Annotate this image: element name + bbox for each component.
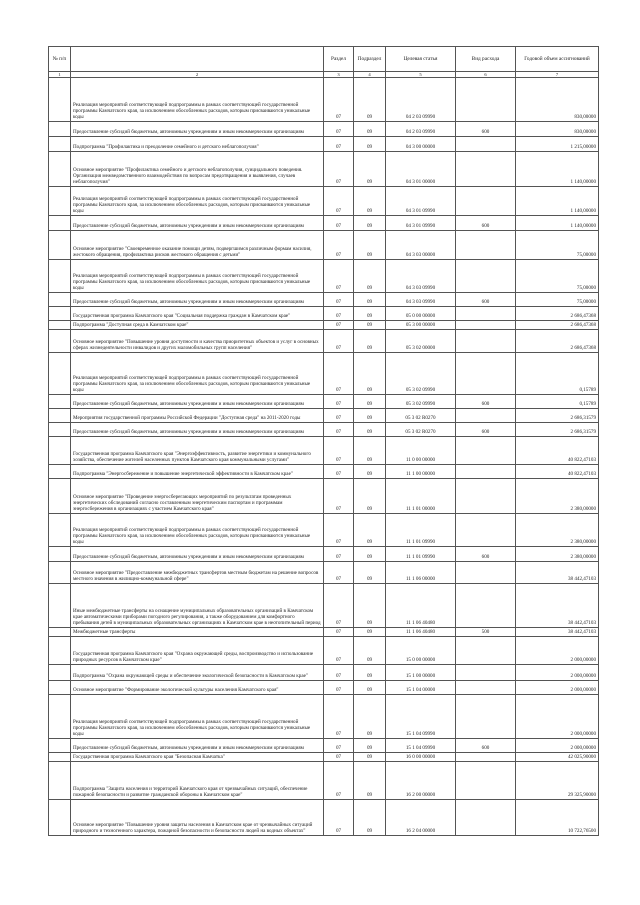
- podrazdel-cell: 09: [354, 409, 386, 423]
- expense-type-cell: [456, 78, 516, 122]
- podrazdel-cell: 09: [354, 514, 386, 547]
- table-row: [49, 762, 599, 800]
- index-cell: 7: [516, 72, 599, 78]
- amount-cell: 830,00000: [516, 122, 599, 137]
- item-name-cell: Подпрограмма "Охрана окружающей среды и обеспечение экологической безопасности в Камчатском крае": [71, 665, 324, 681]
- target-article-cell: 04 3 00 00000: [386, 137, 456, 152]
- row-number-cell: [49, 216, 71, 231]
- row-number-cell: [49, 260, 71, 293]
- table-row: [49, 437, 599, 465]
- index-cell: 6: [456, 72, 516, 78]
- target-article-cell: 11 1 06 00000: [386, 562, 456, 584]
- razdel-cell: 07: [324, 681, 354, 695]
- item-name-cell: Предоставление субсидий бюджетным, автономным учреждениям и иным некоммерческим организациям: [71, 216, 324, 231]
- header-razdel: Раздел: [324, 47, 354, 72]
- target-article-cell: 15 1 04 09990: [386, 739, 456, 753]
- table-row: [49, 739, 599, 753]
- amount-cell: 38 442,47103: [516, 562, 599, 584]
- table-row: [49, 395, 599, 409]
- target-article-cell: 15 1 00 00000: [386, 665, 456, 681]
- target-article-cell: 04 3 03 09990: [386, 260, 456, 293]
- item-name-cell: Основное мероприятие "Повышение уровня защиты населения в Камчатском крае от чрезвычайных ситуаций природного и техногенного характера, пожарной безопасности и безопасности людей на водных объектах": [71, 800, 324, 836]
- target-article-cell: 04 2 03 09990: [386, 78, 456, 122]
- podrazdel-cell: 09: [354, 423, 386, 437]
- amount-cell: 2 686,47368: [516, 321, 599, 330]
- table-row: [49, 628, 599, 637]
- row-number-cell: [49, 187, 71, 216]
- amount-cell: 40 822,47103: [516, 437, 599, 465]
- amount-cell: 1 140,00000: [516, 216, 599, 231]
- podrazdel-cell: 09: [354, 465, 386, 479]
- expense-type-cell: [456, 753, 516, 762]
- expense-type-cell: [456, 665, 516, 681]
- amount-cell: 2 000,00000: [516, 681, 599, 695]
- podrazdel-cell: 09: [354, 695, 386, 739]
- row-number-cell: [49, 152, 71, 187]
- podrazdel-cell: 09: [354, 739, 386, 753]
- row-number-cell: [49, 562, 71, 584]
- expense-type-cell: [456, 152, 516, 187]
- expense-type-cell: [456, 465, 516, 479]
- amount-cell: 1 140,00000: [516, 152, 599, 187]
- podrazdel-cell: 09: [354, 628, 386, 637]
- amount-cell: 2 000,00000: [516, 739, 599, 753]
- razdel-cell: 07: [324, 260, 354, 293]
- expense-type-cell: [456, 800, 516, 836]
- razdel-cell: 07: [324, 395, 354, 409]
- item-name-cell: Предоставление субсидий бюджетным, автономным учреждениям и иным некоммерческим организациям: [71, 395, 324, 409]
- podrazdel-cell: 09: [354, 187, 386, 216]
- podrazdel-cell: 09: [354, 562, 386, 584]
- table-row: [49, 465, 599, 479]
- item-name-cell: Реализация мероприятий соответствующей подпрограммы в рамках соответствующей государственной программы Камчатского края, за исключением обособленных расходов, которым присваиваются уникальные коды: [71, 78, 324, 122]
- razdel-cell: 07: [324, 514, 354, 547]
- razdel-cell: 07: [324, 423, 354, 437]
- row-number-cell: [49, 330, 71, 353]
- header-sum: Годовой объем ассигнований: [516, 47, 599, 72]
- amount-cell: 42 025,90000: [516, 753, 599, 762]
- target-article-cell: 11 0 00 00000: [386, 437, 456, 465]
- item-name-cell: Подпрограмма "Энергосбережение и повышение энергетической эффективности в Камчатском крае": [71, 465, 324, 479]
- table-row: [49, 152, 599, 187]
- row-number-cell: [49, 547, 71, 562]
- row-number-cell: [49, 437, 71, 465]
- amount-cell: 0,15789: [516, 353, 599, 395]
- expense-type-cell: [456, 437, 516, 465]
- table-row: [49, 479, 599, 514]
- target-article-cell: 11 1 01 00000: [386, 479, 456, 514]
- header-csr: Целевая статья: [386, 47, 456, 72]
- row-number-cell: [49, 395, 71, 409]
- row-number-cell: [49, 321, 71, 330]
- amount-cell: 2 380,00000: [516, 514, 599, 547]
- target-article-cell: 04 3 01 09990: [386, 216, 456, 231]
- header-row: [49, 47, 599, 72]
- row-number-cell: [49, 637, 71, 665]
- table-row: [49, 753, 599, 762]
- podrazdel-cell: 09: [354, 547, 386, 562]
- row-number-cell: [49, 628, 71, 637]
- amount-cell: 10 722,76500: [516, 800, 599, 836]
- razdel-cell: 07: [324, 78, 354, 122]
- table-row: [49, 514, 599, 547]
- podrazdel-cell: 09: [354, 216, 386, 231]
- table-row: [49, 695, 599, 739]
- razdel-cell: 07: [324, 187, 354, 216]
- item-name-cell: Предоставление субсидий бюджетным, автономным учреждениям и иным некоммерческим организациям: [71, 293, 324, 307]
- row-number-cell: [49, 423, 71, 437]
- amount-cell: 38 442,47103: [516, 628, 599, 637]
- razdel-cell: 07: [324, 330, 354, 353]
- expense-type-cell: [456, 353, 516, 395]
- table-row: [49, 409, 599, 423]
- item-name-cell: Реализация мероприятий соответствующей подпрограммы в рамках соответствующей государственной программы Камчатского края, за исключением обособленных расходов, которым присваиваются уникальные коды: [71, 187, 324, 216]
- row-number-cell: [49, 762, 71, 800]
- index-cell: 2: [71, 72, 324, 78]
- razdel-cell: 07: [324, 321, 354, 330]
- target-article-cell: 15 0 00 00000: [386, 637, 456, 665]
- item-name-cell: Государственная программа Камчатского края "Социальная поддержка граждан в Камчатском крае": [71, 307, 324, 321]
- expense-type-cell: 600: [456, 739, 516, 753]
- header-name: [71, 47, 324, 72]
- amount-cell: 2 000,00000: [516, 665, 599, 681]
- row-number-cell: [49, 665, 71, 681]
- podrazdel-cell: 09: [354, 584, 386, 628]
- target-article-cell: 15 1 04 09990: [386, 695, 456, 739]
- table-row: [49, 562, 599, 584]
- podrazdel-cell: 09: [354, 78, 386, 122]
- target-article-cell: 16 2 04 00000: [386, 800, 456, 836]
- expense-type-cell: 600: [456, 293, 516, 307]
- row-number-cell: [49, 584, 71, 628]
- target-article-cell: 05 0 00 00000: [386, 307, 456, 321]
- expense-type-cell: [456, 409, 516, 423]
- item-name-cell: Подпрограмма "Профилактика и преодоление семейного и детского неблагополучия": [71, 137, 324, 152]
- podrazdel-cell: 09: [354, 137, 386, 152]
- amount-cell: 29 325,90000: [516, 762, 599, 800]
- razdel-cell: 07: [324, 353, 354, 395]
- row-number-cell: [49, 739, 71, 753]
- item-name-cell: Предоставление субсидий бюджетным, автономным учреждениям и иным некоммерческим организациям: [71, 423, 324, 437]
- row-number-cell: [49, 231, 71, 260]
- row-number-cell: [49, 293, 71, 307]
- budget-table: [48, 46, 599, 836]
- podrazdel-cell: 09: [354, 762, 386, 800]
- razdel-cell: 07: [324, 739, 354, 753]
- item-name-cell: Предоставление субсидий бюджетным, автономным учреждениям и иным некоммерческим организациям: [71, 547, 324, 562]
- table-row: [49, 187, 599, 216]
- table-row: [49, 800, 599, 836]
- razdel-cell: 07: [324, 293, 354, 307]
- table-row: [49, 122, 599, 137]
- index-cell: 4: [354, 72, 386, 78]
- target-article-cell: 04 3 01 09990: [386, 187, 456, 216]
- podrazdel-cell: 09: [354, 395, 386, 409]
- expense-type-cell: [456, 514, 516, 547]
- item-name-cell: Основное мероприятие "Формирование экологической культуры населения Камчатского края": [71, 681, 324, 695]
- razdel-cell: 07: [324, 637, 354, 665]
- item-name-cell: Предоставление субсидий бюджетным, автономным учреждениям и иным некоммерческим организациям: [71, 122, 324, 137]
- amount-cell: 2 000,00000: [516, 695, 599, 739]
- item-name-cell: Мероприятия государственной программы Российской Федерации "Доступная среда" на 2011-2020 годы: [71, 409, 324, 423]
- table-body: [49, 78, 599, 836]
- target-article-cell: 05 3 00 00000: [386, 321, 456, 330]
- razdel-cell: 07: [324, 479, 354, 514]
- target-article-cell: 11 1 06 40480: [386, 628, 456, 637]
- row-number-cell: [49, 307, 71, 321]
- podrazdel-cell: 09: [354, 753, 386, 762]
- item-name-cell: Реализация мероприятий соответствующей подпрограммы в рамках соответствующей государственной программы Камчатского края, за исключением обособленных расходов, которым присваиваются уникальные коды: [71, 695, 324, 739]
- razdel-cell: 07: [324, 437, 354, 465]
- target-article-cell: 05 3 02 09990: [386, 395, 456, 409]
- podrazdel-cell: 09: [354, 479, 386, 514]
- amount-cell: 2 686,31579: [516, 423, 599, 437]
- podrazdel-cell: 09: [354, 122, 386, 137]
- table-row: [49, 321, 599, 330]
- item-name-cell: Подпрограмма "Защита населения и территорий Камчатского края от чрезвычайных ситуаций, обеспечение пожарной безопасности и развитие гражданской обороны в Камчатском крае": [71, 762, 324, 800]
- row-number-cell: [49, 800, 71, 836]
- row-number-cell: [49, 753, 71, 762]
- target-article-cell: 11 1 01 09990: [386, 514, 456, 547]
- row-number-cell: [49, 514, 71, 547]
- table-row: [49, 353, 599, 395]
- expense-type-cell: [456, 681, 516, 695]
- row-number-cell: [49, 465, 71, 479]
- expense-type-cell: [456, 330, 516, 353]
- item-name-cell: Реализация мероприятий соответствующей подпрограммы в рамках соответствующей государственной программы Камчатского края, за исключением обособленных расходов, которым присваиваются уникальные коды: [71, 353, 324, 395]
- row-number-cell: [49, 137, 71, 152]
- target-article-cell: 05 3 02 R0270: [386, 409, 456, 423]
- razdel-cell: 07: [324, 665, 354, 681]
- podrazdel-cell: 09: [354, 353, 386, 395]
- amount-cell: 75,00000: [516, 293, 599, 307]
- razdel-cell: 07: [324, 152, 354, 187]
- amount-cell: 0,15789: [516, 395, 599, 409]
- budget-table-page: [48, 46, 598, 836]
- item-name-cell: Реализация мероприятий соответствующей подпрограммы в рамках соответствующей государственной программы Камчатского края, за исключением обособленных расходов, которым присваиваются уникальные коды: [71, 260, 324, 293]
- item-name-cell: Государственная программа Камчатского края "Охрана окружающей среды, воспроизводство и использование природных ресурсов в Камчатском крае": [71, 637, 324, 665]
- header-vr: Вид расхода: [456, 47, 516, 72]
- razdel-cell: 07: [324, 231, 354, 260]
- expense-type-cell: [456, 762, 516, 800]
- item-name-cell: Подпрограмма "Доступная среда в Камчатском крае": [71, 321, 324, 330]
- razdel-cell: 07: [324, 628, 354, 637]
- table-row: [49, 547, 599, 562]
- expense-type-cell: [456, 321, 516, 330]
- item-name-cell: Иные межбюджетные трансферты на оснащение муниципальных образовательных организаций в Камчатском крае автоматическими приборами погодного регулирования, а также оборудованием для комфортного пребывания детей в муниципальных образовательных организациях в Камчатском крае в неотопительный период: [71, 584, 324, 628]
- row-number-cell: [49, 479, 71, 514]
- target-article-cell: 15 1 04 00000: [386, 681, 456, 695]
- amount-cell: 1 215,00000: [516, 137, 599, 152]
- target-article-cell: 16 0 00 00000: [386, 753, 456, 762]
- expense-type-cell: [456, 695, 516, 739]
- razdel-cell: 07: [324, 753, 354, 762]
- row-number-cell: [49, 409, 71, 423]
- item-name-cell: Государственная программа Камчатского края "Энергоэффективность, развитие энергетики и коммунального хозяйства, обеспечение жителей населенных пунктов Камчатского края коммунальными услугами": [71, 437, 324, 465]
- podrazdel-cell: 09: [354, 260, 386, 293]
- item-name-cell: Основное мероприятие "Своевременное оказание помощи детям, подвергшимся различным формам насилия, жестокого обращения, профилактика рисков жестокого обращения с детьми": [71, 231, 324, 260]
- table-row: [49, 681, 599, 695]
- target-article-cell: 11 1 06 40480: [386, 584, 456, 628]
- amount-cell: 2 686,47368: [516, 330, 599, 353]
- expense-type-cell: 600: [456, 216, 516, 231]
- expense-type-cell: [456, 637, 516, 665]
- target-article-cell: 05 3 02 00000: [386, 330, 456, 353]
- podrazdel-cell: 09: [354, 307, 386, 321]
- header-podrazdel: Подраздел: [354, 47, 386, 72]
- expense-type-cell: [456, 231, 516, 260]
- amount-cell: 75,00000: [516, 231, 599, 260]
- expense-type-cell: 600: [456, 122, 516, 137]
- table-row: [49, 330, 599, 353]
- podrazdel-cell: 09: [354, 800, 386, 836]
- podrazdel-cell: 09: [354, 437, 386, 465]
- razdel-cell: 07: [324, 547, 354, 562]
- podrazdel-cell: 09: [354, 293, 386, 307]
- razdel-cell: 07: [324, 307, 354, 321]
- row-number-cell: [49, 122, 71, 137]
- table-row: [49, 423, 599, 437]
- amount-cell: 38 442,47103: [516, 584, 599, 628]
- expense-type-cell: [456, 584, 516, 628]
- row-number-cell: [49, 681, 71, 695]
- amount-cell: 1 140,00000: [516, 187, 599, 216]
- target-article-cell: 05 3 02 09990: [386, 353, 456, 395]
- amount-cell: 2 000,00000: [516, 637, 599, 665]
- table-row: [49, 584, 599, 628]
- expense-type-cell: [456, 307, 516, 321]
- target-article-cell: 11 1 00 00000: [386, 465, 456, 479]
- podrazdel-cell: 09: [354, 152, 386, 187]
- target-article-cell: 04 2 03 09990: [386, 122, 456, 137]
- target-article-cell: 05 3 02 R0270: [386, 423, 456, 437]
- razdel-cell: 07: [324, 762, 354, 800]
- item-name-cell: Предоставление субсидий бюджетным, автономным учреждениям и иным некоммерческим организациям: [71, 739, 324, 753]
- podrazdel-cell: 09: [354, 330, 386, 353]
- index-cell: 5: [386, 72, 456, 78]
- item-name-cell: Межбюджетные трансферты: [71, 628, 324, 637]
- expense-type-cell: 600: [456, 547, 516, 562]
- row-number-cell: [49, 353, 71, 395]
- item-name-cell: Основное мероприятие "Профилактика семейного и детского неблагополучия, суицидального поведения. Организация межведомственного взаимодействия по вопросам предотвращения и выявления, случаев неблагополучия": [71, 152, 324, 187]
- expense-type-cell: 500: [456, 628, 516, 637]
- item-name-cell: Реализация мероприятий соответствующей подпрограммы в рамках соответствующей государственной программы Камчатского края, за исключением обособленных расходов, которым присваиваются уникальные коды: [71, 514, 324, 547]
- razdel-cell: 07: [324, 137, 354, 152]
- razdel-cell: 07: [324, 465, 354, 479]
- podrazdel-cell: 09: [354, 321, 386, 330]
- target-article-cell: 04 3 03 00000: [386, 231, 456, 260]
- table-row: [49, 307, 599, 321]
- podrazdel-cell: 09: [354, 681, 386, 695]
- razdel-cell: 07: [324, 216, 354, 231]
- target-article-cell: 11 1 01 09990: [386, 547, 456, 562]
- item-name-cell: Государственная программа Камчатского края "Безопасная Камчатка": [71, 753, 324, 762]
- index-cell: 3: [324, 72, 354, 78]
- expense-type-cell: [456, 260, 516, 293]
- amount-cell: 2 380,00000: [516, 547, 599, 562]
- amount-cell: 75,00000: [516, 260, 599, 293]
- row-number-cell: [49, 695, 71, 739]
- table-row: [49, 216, 599, 231]
- index-cell: 1: [49, 72, 71, 78]
- razdel-cell: 07: [324, 122, 354, 137]
- target-article-cell: 04 3 03 09990: [386, 293, 456, 307]
- expense-type-cell: [456, 479, 516, 514]
- podrazdel-cell: 09: [354, 231, 386, 260]
- expense-type-cell: [456, 562, 516, 584]
- item-name-cell: Основное мероприятие "Проведение энергосберегающих мероприятий по результатам проведенных энергетических обследований согласно составленным энергетическим паспортам и программам энергосбережения в организациях с участием Камчатского края": [71, 479, 324, 514]
- row-number-cell: [49, 78, 71, 122]
- podrazdel-cell: 09: [354, 637, 386, 665]
- item-name-cell: Основное мероприятие "Повышение уровня доступности и качества приоритетных объектов и услуг в основных сферах жизнедеятельности инвалидов и других маломобильных групп населения": [71, 330, 324, 353]
- amount-cell: 2 686,31579: [516, 409, 599, 423]
- amount-cell: 40 822,47103: [516, 465, 599, 479]
- table-row: [49, 665, 599, 681]
- razdel-cell: 07: [324, 562, 354, 584]
- table-row: [49, 260, 599, 293]
- table-row: [49, 637, 599, 665]
- expense-type-cell: [456, 137, 516, 152]
- razdel-cell: 07: [324, 695, 354, 739]
- target-article-cell: 04 3 01 00000: [386, 152, 456, 187]
- header-num: № п/п: [49, 47, 71, 72]
- target-article-cell: 16 2 00 00000: [386, 762, 456, 800]
- expense-type-cell: 600: [456, 395, 516, 409]
- expense-type-cell: [456, 187, 516, 216]
- table-row: [49, 231, 599, 260]
- item-name-cell: Основное мероприятие "Предоставление межбюджетных трансфертов местным бюджетам на решение вопросов местного значения в жилищно-коммунальной сфере": [71, 562, 324, 584]
- razdel-cell: 07: [324, 584, 354, 628]
- amount-cell: 2 686,47368: [516, 307, 599, 321]
- razdel-cell: 07: [324, 409, 354, 423]
- amount-cell: 2 380,00000: [516, 479, 599, 514]
- razdel-cell: 07: [324, 800, 354, 836]
- table-row: [49, 293, 599, 307]
- podrazdel-cell: 09: [354, 665, 386, 681]
- table-row: [49, 137, 599, 152]
- expense-type-cell: 600: [456, 423, 516, 437]
- amount-cell: 830,00000: [516, 78, 599, 122]
- table-row: [49, 78, 599, 122]
